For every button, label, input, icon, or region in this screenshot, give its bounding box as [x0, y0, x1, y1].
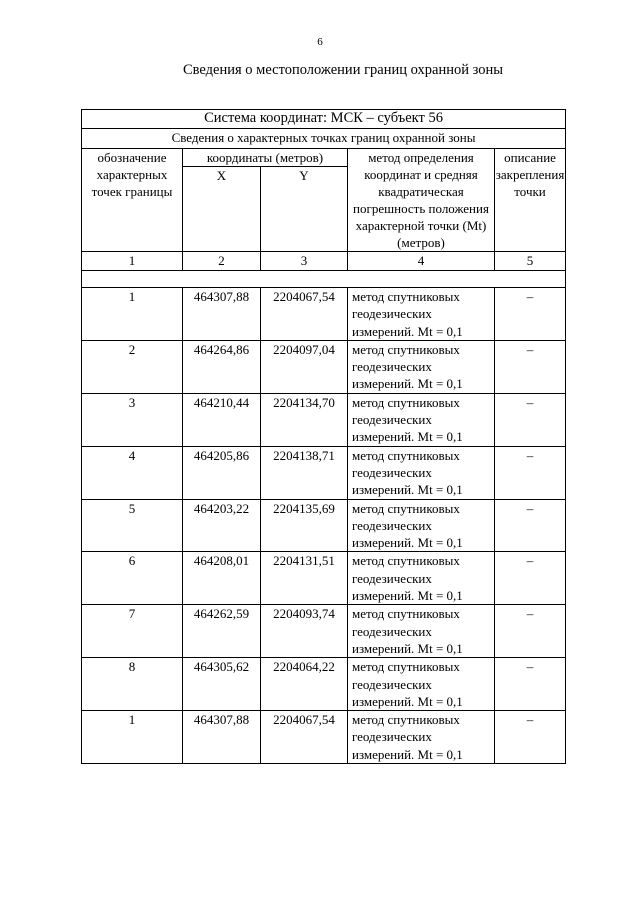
coordinate-system-label: Система координат: МСК – субъект 56: [82, 110, 566, 129]
point-number-cell: 1: [82, 711, 183, 764]
header-coordinates: координаты (метров): [183, 149, 348, 167]
header-point: обозначение характерных точек границы: [82, 149, 183, 252]
x-coordinate-cell: 464205,86: [183, 446, 261, 499]
column-number-4: 4: [348, 252, 495, 271]
method-cell: метод спутниковых геодезических измерений. Mt = 0,1: [348, 393, 495, 446]
column-number-3: 3: [261, 252, 348, 271]
header-description: описание закрепления точки: [495, 149, 566, 252]
header-method: метод определения координат и средняя квадратическая погрешность положения характерной точки (Mt) (метров): [348, 149, 495, 252]
y-coordinate-cell: 2204064,22: [261, 658, 348, 711]
x-coordinate-cell: 464203,22: [183, 499, 261, 552]
table-row: [82, 711, 566, 764]
method-cell: метод спутниковых геодезических измерений. Mt = 0,1: [348, 446, 495, 499]
y-coordinate-cell: 2204067,54: [261, 711, 348, 764]
point-number-cell: 3: [82, 393, 183, 446]
x-coordinate-cell: 464307,88: [183, 288, 261, 341]
section-title: Сведения о характерных точках границ охранной зоны: [82, 129, 566, 149]
description-cell: –: [495, 288, 566, 341]
y-coordinate-cell: 2204067,54: [261, 288, 348, 341]
y-coordinate-cell: 2204093,74: [261, 605, 348, 658]
x-coordinate-cell: 464307,88: [183, 711, 261, 764]
description-cell: –: [495, 340, 566, 393]
method-cell: метод спутниковых геодезических измерений. Mt = 0,1: [348, 658, 495, 711]
table-row: [82, 288, 566, 341]
point-number-cell: 8: [82, 658, 183, 711]
method-cell: метод спутниковых геодезических измерений. Mt = 0,1: [348, 605, 495, 658]
page-number: 6: [317, 36, 323, 48]
description-cell: –: [495, 658, 566, 711]
column-number-2: 2: [183, 252, 261, 271]
point-number-cell: 2: [82, 340, 183, 393]
y-coordinate-cell: 2204131,51: [261, 552, 348, 605]
description-cell: –: [495, 499, 566, 552]
page-title: Сведения о местоположении границ охранной зоны: [182, 62, 503, 78]
table-title-row: [82, 110, 566, 129]
table-row: [82, 499, 566, 552]
method-cell: метод спутниковых геодезических измерений. Mt = 0,1: [348, 340, 495, 393]
table-row: [82, 605, 566, 658]
method-cell: метод спутниковых геодезических измерений. Mt = 0,1: [348, 499, 495, 552]
method-cell: метод спутниковых геодезических измерений. Mt = 0,1: [348, 552, 495, 605]
method-cell: метод спутниковых геодезических измерений. Mt = 0,1: [348, 711, 495, 764]
y-coordinate-cell: 2204134,70: [261, 393, 348, 446]
x-coordinate-cell: 464264,86: [183, 340, 261, 393]
empty-spacer-row: [82, 271, 566, 288]
header-x: X: [183, 167, 261, 252]
point-number-cell: 6: [82, 552, 183, 605]
x-coordinate-cell: 464210,44: [183, 393, 261, 446]
point-number-cell: 1: [82, 288, 183, 341]
column-numbers-row: [82, 252, 566, 271]
description-cell: –: [495, 446, 566, 499]
table-row: [82, 552, 566, 605]
description-cell: –: [495, 552, 566, 605]
description-cell: –: [495, 711, 566, 764]
table-row: [82, 340, 566, 393]
table-row: [82, 393, 566, 446]
point-number-cell: 4: [82, 446, 183, 499]
y-coordinate-cell: 2204135,69: [261, 499, 348, 552]
table-row: [82, 446, 566, 499]
x-coordinate-cell: 464305,62: [183, 658, 261, 711]
x-coordinate-cell: 464208,01: [183, 552, 261, 605]
method-cell: метод спутниковых геодезических измерений. Mt = 0,1: [348, 288, 495, 341]
description-cell: –: [495, 605, 566, 658]
point-number-cell: 5: [82, 499, 183, 552]
x-coordinate-cell: 464262,59: [183, 605, 261, 658]
y-coordinate-cell: 2204138,71: [261, 446, 348, 499]
table-subtitle-row: [82, 129, 566, 149]
coordinates-table: [81, 109, 566, 764]
description-cell: –: [495, 393, 566, 446]
column-number-1: 1: [82, 252, 183, 271]
header-row-1: [82, 149, 566, 167]
y-coordinate-cell: 2204097,04: [261, 340, 348, 393]
table-row: [82, 658, 566, 711]
empty-cell: [82, 271, 566, 288]
header-y: Y: [261, 167, 348, 252]
column-number-5: 5: [495, 252, 566, 271]
point-number-cell: 7: [82, 605, 183, 658]
